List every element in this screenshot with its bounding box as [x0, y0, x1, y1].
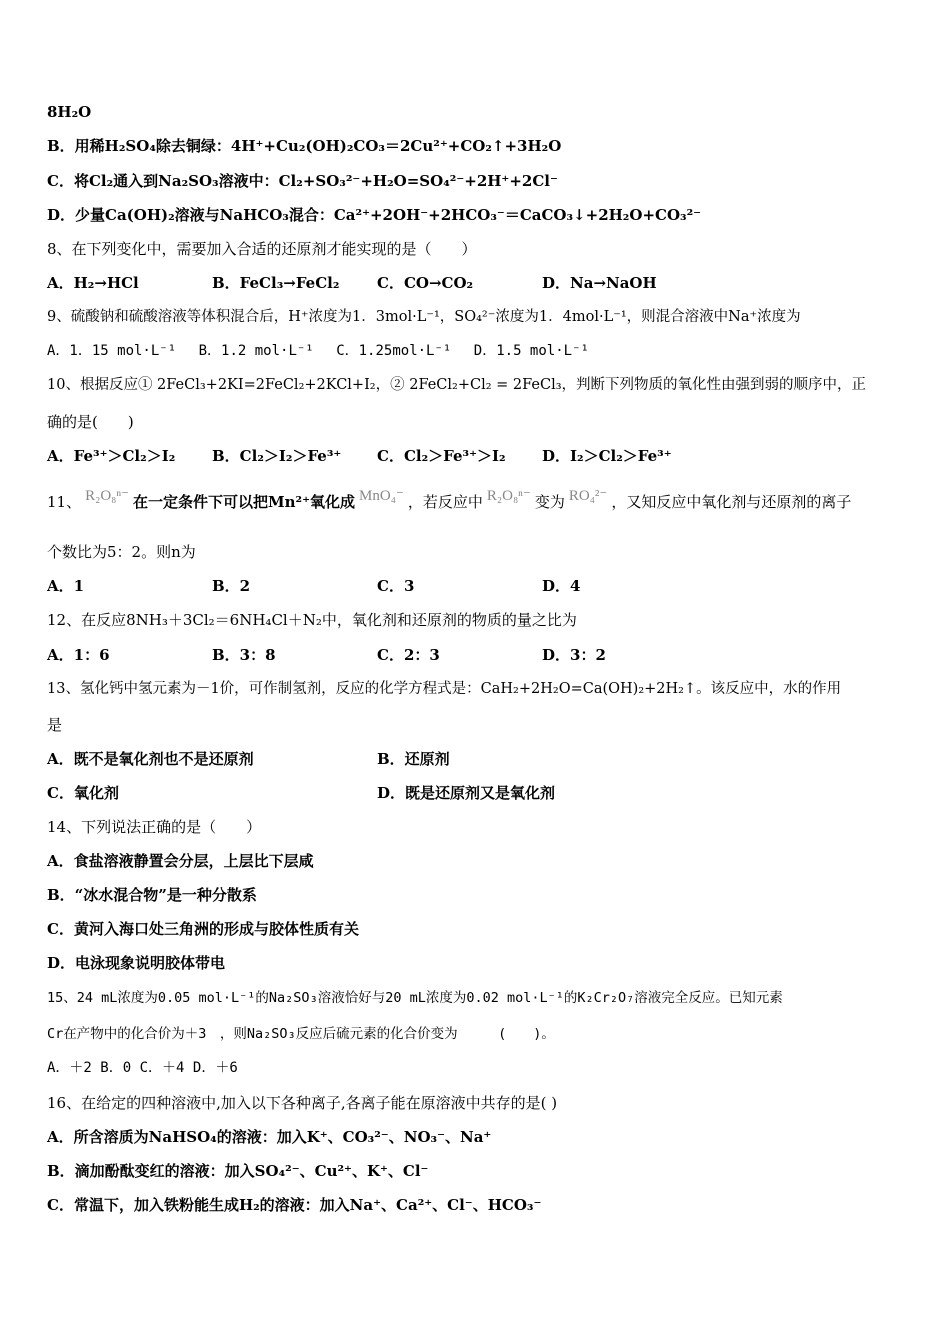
q9-option-c: C．1.25mol·L⁻¹: [336, 343, 452, 359]
q14-option-d: D．电泳现象说明胶体带电: [47, 954, 226, 972]
q13-option-b: B．还原剂: [377, 750, 450, 768]
q12-option-a: A．1：6: [47, 646, 110, 664]
q13-option-d: D．既是还原剂又是氧化剂: [377, 784, 556, 802]
q7-option-d: D．少量Ca(OH)₂溶液与NaHCO₃混合：Ca²⁺+2OH⁻+2HCO₃⁻＝CaCO₃↓+2H₂O+CO₃²⁻: [47, 206, 702, 224]
q14-option-b: B．“冰水混合物”是一种分散系: [47, 886, 257, 904]
q15-option-a: A．＋2: [47, 1060, 92, 1076]
q11-option-b: B．2: [212, 577, 251, 595]
q10-stem-line2: 确的是( ): [47, 413, 134, 431]
q10-option-c: C．Cl₂＞Fe³⁺＞I₂: [377, 447, 506, 465]
q7-option-b: B．用稀H₂SO₄除去铜绿：4H⁺+Cu₂(OH)₂CO₃＝2Cu²⁺+CO₂↑+3H₂O: [47, 137, 562, 155]
q15-stem-line2: Cr在产物中的化合价为＋3 ，则Na₂SO₃反应后硫元素的化合价变为 ( )。: [47, 1026, 555, 1042]
q11-option-c: C．3: [377, 577, 415, 595]
q7-option-c: C．将Cl₂通入到Na₂SO₃溶液中：Cl₂+SO₃²⁻+H₂O=SO₄²⁻+2H⁺+2Cl⁻: [47, 172, 558, 190]
q13-option-a: A．既不是氧化剂也不是还原剂: [47, 750, 254, 768]
q14-option-c: C．黄河入海口处三角洲的形成与胶体性质有关: [47, 920, 359, 938]
q15-option-d: D．＋6: [192, 1060, 238, 1076]
q9-options: [47, 341, 589, 361]
q11-option-d: D．4: [542, 577, 581, 595]
q12-option-d: D．3：2: [542, 646, 606, 664]
formula-r2o8: R₂O₈ⁿ⁻: [85, 488, 130, 504]
q11-text-1: 在一定条件下可以把Mn²⁺氧化成: [133, 493, 356, 511]
q11-stem-line1: [47, 488, 852, 513]
q11-text-2: ，若反应中: [407, 493, 483, 511]
q15-option-b: B．0: [100, 1060, 132, 1076]
q9-stem: 9、硫酸钠和硫酸溶液等体积混合后，H⁺浓度为1．3mol·L⁻¹，SO₄²⁻浓度为1．4mol·L⁻¹，则混合溶液中Na⁺浓度为: [47, 309, 801, 325]
q11-text-4: ，又知反应中氧化剂与还原剂的离子: [611, 493, 852, 511]
q8-option-a: A．H₂→HCl: [47, 274, 139, 292]
q7-continuation: 8H₂O: [47, 103, 92, 121]
q9-option-d: D．1.5 mol·L⁻¹: [473, 343, 589, 359]
formula-ro4: RO₄²⁻: [568, 488, 608, 504]
q8-stem: 8、在下列变化中，需要加入合适的还原剂才能实现的是（ ）: [47, 240, 477, 258]
q11-text-3: 变为: [534, 493, 565, 511]
q9-option-b: B．1.2 mol·L⁻¹: [198, 343, 314, 359]
formula-mno4: MnO₄⁻: [359, 488, 404, 504]
q15-stem-line1: 15、24 mL浓度为0.05 mol·L⁻¹的Na₂SO₃溶液恰好与20 mL浓度为0.02 mol·L⁻¹的K₂Cr₂O₇溶液完全反应。已知元素: [47, 990, 783, 1006]
q13-stem-line1: 13、氢化钙中氢元素为－1价，可作制氢剂，反应的化学方程式是：CaH₂+2H₂O=Ca(OH)₂+2H₂↑。该反应中，水的作用: [47, 681, 842, 697]
q11-stem-line2: 个数比为5：2。则n为: [47, 543, 196, 561]
q15-option-c: C．＋4: [139, 1060, 185, 1076]
q13-stem-line2: 是: [47, 716, 63, 734]
q8-option-c: C．CO→CO₂: [377, 274, 474, 292]
q15-options: [47, 1058, 238, 1078]
q8-option-d: D．Na→NaOH: [542, 274, 657, 292]
q12-option-b: B．3：8: [212, 646, 276, 664]
q16-option-a: A．所含溶质为NaHSO₄的溶液：加入K⁺、CO₃²⁻、NO₃⁻、Na⁺: [47, 1128, 492, 1146]
q11-option-a: A．1: [47, 577, 85, 595]
q14-option-a: A．食盐溶液静置会分层，上层比下层咸: [47, 852, 314, 870]
q12-option-c: C．2：3: [377, 646, 440, 664]
q9-option-a: A．1．15 mol·L⁻¹: [47, 343, 177, 359]
q13-option-c: C．氧化剂: [47, 784, 119, 802]
q12-stem: 12、在反应8NH₃＋3Cl₂＝6NH₄Cl＋N₂中，氧化剂和还原剂的物质的量之比为: [47, 611, 577, 629]
q10-option-d: D．I₂＞Cl₂＞Fe³⁺: [542, 447, 672, 465]
q11-number: 11、: [47, 493, 82, 511]
q10-option-b: B．Cl₂＞I₂＞Fe³⁺: [212, 447, 342, 465]
q14-stem: 14、下列说法正确的是（ ）: [47, 818, 262, 836]
q10-option-a: A．Fe³⁺＞Cl₂＞I₂: [47, 447, 176, 465]
q16-stem: 16、在给定的四种溶液中,加入以下各种离子,各离子能在原溶液中共存的是( ): [47, 1094, 558, 1112]
formula-r2o8-2: R₂O₈ⁿ⁻: [486, 488, 531, 504]
q10-stem-line1: 10、根据反应① 2FeCl₃+2KI=2FeCl₂+2KCl+I₂，② 2FeCl₂+Cl₂ = 2FeCl₃，判断下列物质的氧化性由强到弱的顺序中，正: [47, 377, 867, 393]
q16-option-c: C．常温下，加入铁粉能生成H₂的溶液：加入Na⁺、Ca²⁺、Cl⁻、HCO₃⁻: [47, 1196, 542, 1214]
q8-option-b: B．FeCl₃→FeCl₂: [212, 274, 340, 292]
q16-option-b: B．滴加酚酞变红的溶液：加入SO₄²⁻、Cu²⁺、K⁺、Cl⁻: [47, 1162, 429, 1180]
